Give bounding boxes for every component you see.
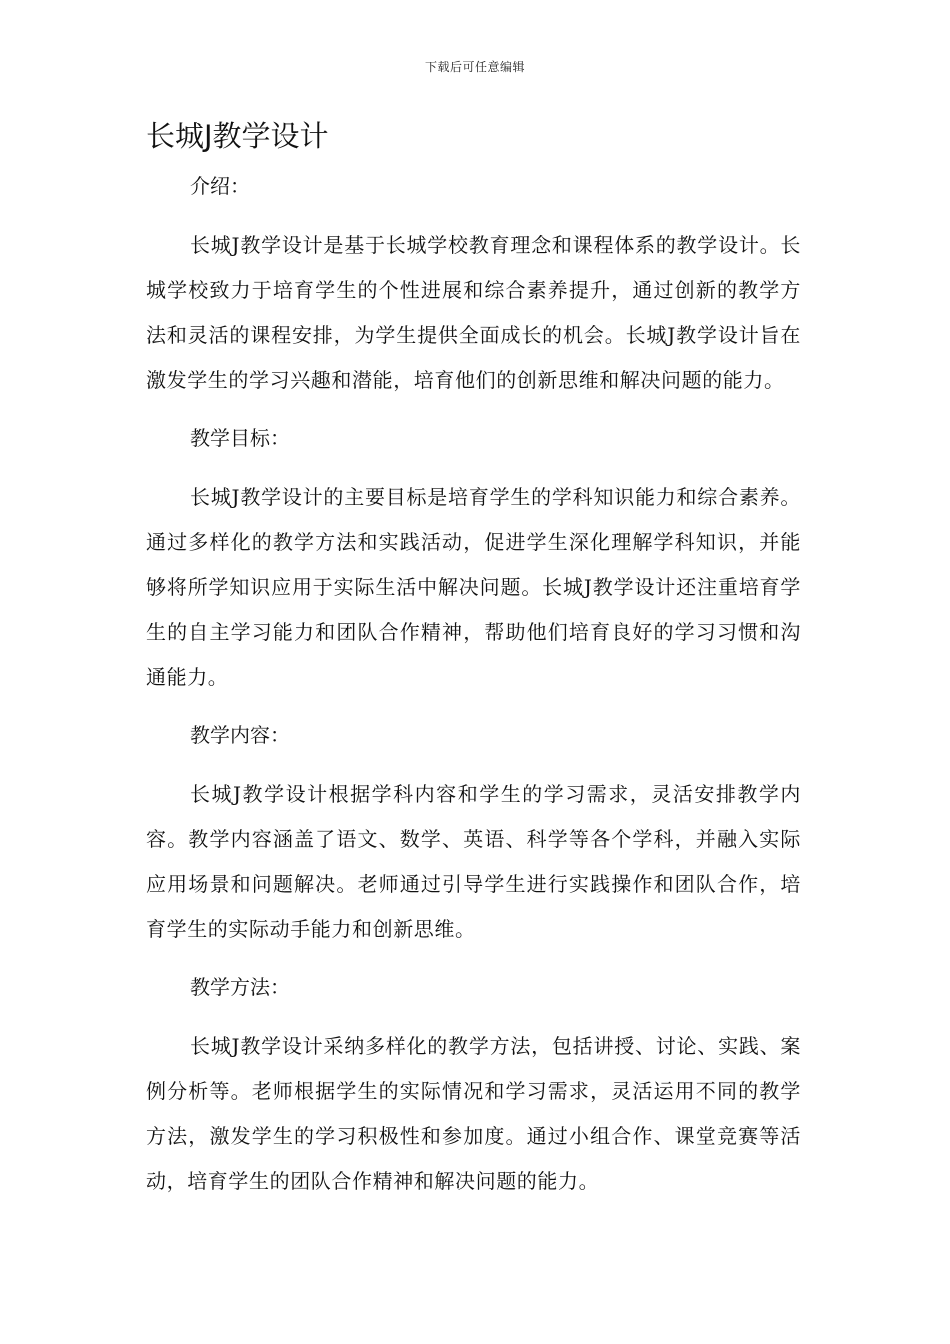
document-title: 长城J教学设计	[146, 119, 329, 153]
section-teaching-content	[146, 714, 801, 952]
section-heading: 教学目标：	[190, 426, 290, 450]
section-paragraph: 长城J教学设计采纳多样化的教学方法，包括讲授、讨论、实践、案例分析等。老师根据学生的实际情况和学习需求，灵活运用不同的教学方法，激发学生的学习积极性和参加度。通过小组合作、课堂竞赛等活动，培育学生的团队合作精神和解决问题的能力。	[146, 1034, 801, 1193]
section-heading: 介绍：	[190, 174, 250, 198]
section-paragraph: 长城J教学设计的主要目标是培育学生的学科知识能力和综合素养。通过多样化的教学方法和实践活动，促进学生深化理解学科知识，并能够将所学知识应用于实际生活中解决问题。长城J教学设计还注重培育学生的自主学习能力和团队合作精神，帮助他们培育良好的学习习惯和沟通能力。	[146, 485, 801, 689]
section-heading: 教学方法：	[190, 975, 290, 999]
section-teaching-goals	[146, 417, 801, 700]
section-teaching-methods	[146, 966, 801, 1204]
section-heading: 教学内容：	[190, 723, 290, 747]
section-introduction	[146, 165, 801, 403]
document-body	[146, 165, 801, 1218]
section-paragraph: 长城J教学设计是基于长城学校教育理念和课程体系的教学设计。长城学校致力于培育学生的个性进展和综合素养提升，通过创新的教学方法和灵活的课程安排，为学生提供全面成长的机会。长城J教学设计旨在激发学生的学习兴趣和潜能，培育他们的创新思维和解决问题的能力。	[146, 233, 801, 392]
page-header-note: 下载后可任意编辑	[424, 60, 525, 74]
section-paragraph: 长城J教学设计根据学科内容和学生的学习需求，灵活安排教学内容。教学内容涵盖了语文、数学、英语、科学等各个学科，并融入实际应用场景和问题解决。老师通过引导学生进行实践操作和团队合作，培育学生的实际动手能力和创新思维。	[146, 782, 801, 941]
